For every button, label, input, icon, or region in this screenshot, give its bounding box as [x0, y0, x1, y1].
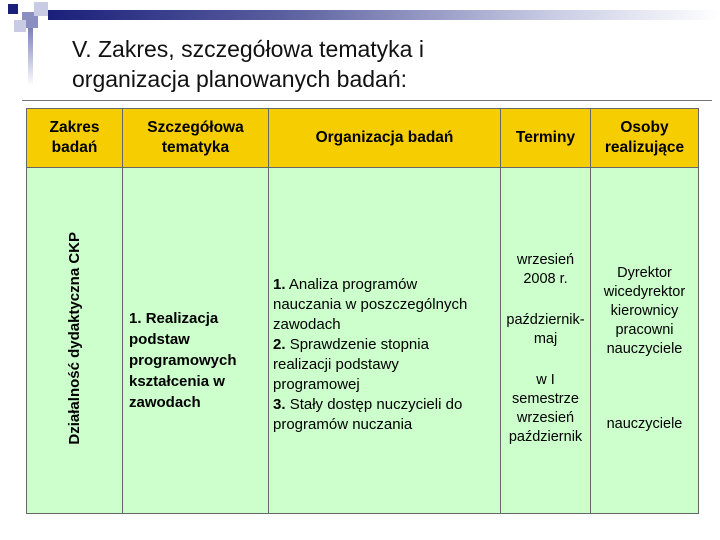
- term-2-l1: październik-: [506, 311, 585, 328]
- term-2: [501, 311, 590, 349]
- header-zakres-l2: badań: [51, 139, 98, 156]
- term-3-l1: w I: [536, 371, 555, 388]
- topic-line-4: kształcenia w: [129, 373, 225, 390]
- header-terminy-l1: Terminy: [515, 129, 576, 146]
- header-osoby-l2: realizujące: [604, 139, 685, 156]
- term-2-l2: maj: [533, 330, 558, 347]
- header-organizacja-l1: Organizacja badań: [315, 129, 454, 146]
- topic-line-3: programowych: [129, 352, 237, 369]
- decor-square-light: [34, 2, 48, 16]
- people-2-l1: nauczyciele: [606, 415, 683, 432]
- header-zakres: [27, 109, 123, 168]
- decor-square-light-2: [14, 20, 26, 32]
- zakres-vertical-text: Działalność dydaktyczna CKP: [66, 231, 83, 445]
- cell-terminy: [501, 168, 591, 514]
- slide-title-line-1: V. Zakres, szczegółowa tematyka i: [72, 36, 424, 62]
- org-item-1-line-1: 1. Analiza programów: [273, 275, 418, 293]
- org-item-2-line-2: realizacji podstawy: [273, 355, 399, 373]
- header-osoby: [591, 109, 699, 168]
- people-1: [591, 264, 698, 359]
- org-item-3-line-1: 3. Stały dostęp nuczycieli do: [273, 395, 463, 413]
- people-1-l1: Dyrektor: [617, 264, 672, 281]
- header-tematyka: [123, 109, 269, 168]
- cell-zakres: [27, 168, 123, 514]
- table-header-row: [27, 109, 699, 168]
- slide-title-line-2: organizacja planowanych badań:: [72, 66, 408, 92]
- cell-osoby: [591, 168, 699, 514]
- term-3-l3: wrzesień: [516, 409, 575, 426]
- term-3: [501, 371, 590, 447]
- people-2: [591, 415, 698, 434]
- header-tematyka-l1: Szczegółowa: [147, 119, 244, 136]
- org-item-1-line-3: zawodach: [273, 315, 341, 333]
- header-terminy: [501, 109, 591, 168]
- people-1-l4: pracowni: [615, 321, 674, 338]
- term-3-l4: październik: [508, 428, 583, 445]
- topic-line-2: podstaw: [129, 331, 190, 348]
- title-divider: [22, 100, 712, 101]
- cell-tematyka: [123, 168, 269, 514]
- topic-line-1: 1. Realizacja: [129, 310, 219, 327]
- term-1-l1: wrzesień: [516, 251, 575, 268]
- cell-organizacja: [269, 168, 501, 514]
- slide-title: [72, 34, 692, 94]
- table-row: [27, 168, 699, 514]
- org-item-1-line-2: nauczania w poszczególnych: [273, 295, 468, 313]
- term-1-l2: 2008 r.: [523, 270, 568, 287]
- topic-line-5: zawodach: [129, 394, 201, 411]
- header-organizacja: [269, 109, 501, 168]
- research-table: [26, 108, 699, 514]
- header-osoby-l1: Osoby: [620, 119, 669, 136]
- header-tematyka-l2: tematyka: [161, 139, 230, 156]
- term-3-l2: semestrze: [512, 390, 579, 407]
- org-item-3-line-2: programów nuczania: [273, 415, 413, 433]
- org-item-2-line-1: 2. Sprawdzenie stopnia: [273, 335, 429, 353]
- term-1: [501, 251, 590, 289]
- decor-top-bar: [48, 10, 720, 20]
- org-item-2-line-3: programowej: [273, 375, 360, 393]
- people-1-l5: nauczyciele: [606, 340, 683, 357]
- decor-square-dark: [8, 4, 18, 14]
- people-1-l2: wicedyrektor: [603, 283, 686, 300]
- people-1-l3: kierownicy: [610, 302, 679, 319]
- header-zakres-l1: Zakres: [49, 119, 100, 136]
- decor-vertical-bar: [28, 28, 33, 86]
